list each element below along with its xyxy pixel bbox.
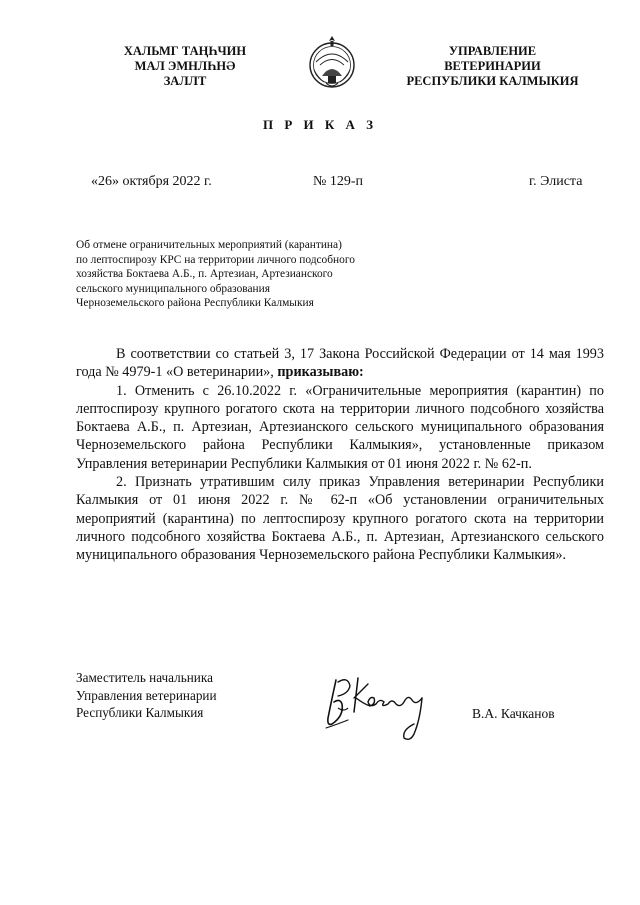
signer-name: В.А. Качканов [472,706,555,721]
subject-line: Об отмене ограничительных мероприятий (карантина) [76,239,342,251]
signatory-position [76,669,217,722]
header-left-line: ЗАЛЛТ [163,74,207,88]
header-right-line: ВЕТЕРИНАРИИ [444,59,541,73]
item-2-paragraph: 2. Признать утратившим силу приказ Управления ветеринарии Республики Калмыкия от 01 июня 2022 г. № 62-п «Об установлении ограничительных мероприятий (карантина) по лептоспирозу крупного рогатого скота на территории личного подсобного хозяйства Боктаева А.Б., п. Артезиан, Артезианского сельского муниципального образования Черноземельского района Республики Калмыкия». [76,474,604,564]
position-line: Республики Калмыкия [76,705,204,720]
order-subject [76,238,406,311]
position-line: Управления ветеринарии [76,687,217,703]
document-title: П Р И К А З [262,117,378,132]
header-left-kalmyk [100,44,270,89]
position-line: Заместитель начальника [76,670,213,685]
kalmykia-coat-of-arms-icon [306,32,358,92]
item-1-paragraph: 1. Отменить с 26.10.2022 г. «Ограничительные мероприятия (карантин) по лептоспирозу крупного рогатого скота на территории личного подсобного хозяйства Боктаева А.Б., п. Артезиан, Артезианского сельского муниципального образования Черноземельского района Республики Калмыкия», установленные приказом Управления ветеринарии Республики Калмыкия от 01 июня 2022 г. № 62-п. [76,382,604,472]
subject-line: сельского муниципального образования [76,282,270,295]
header-left-line: МАЛ ЭМНЛҺНӘ [134,59,236,73]
intro-bold-text: приказываю: [277,364,364,381]
header-left-line: ХАЛЬМГ ТАҢҺЧИН [123,44,247,58]
header-right-line: РЕСПУБЛИКИ КАЛМЫКИЯ [406,74,579,88]
header-right-line: УПРАВЛЕНИЕ [448,44,537,58]
intro-text: В соответствии со статьей 3, 17 Закона Российской Федерации от 14 мая 1993 года № 4979-1 «О ветеринарии», [76,346,604,381]
handwritten-signature [318,668,448,748]
subject-line: Черноземельского района Республики Калмыкия [76,297,314,310]
order-date: «26» октября 2022 г. [91,174,212,189]
order-number: № 129-п [313,174,364,189]
order-body [76,345,604,565]
subject-line: хозяйства Боктаева А.Б., п. Артезиан, Артезианского [76,268,333,281]
intro-paragraph [76,345,604,382]
header-right-russian [395,44,590,89]
order-city: г. Элиста [529,174,583,189]
subject-line: по лептоспирозу КРС на территории личного подсобного [76,253,355,266]
